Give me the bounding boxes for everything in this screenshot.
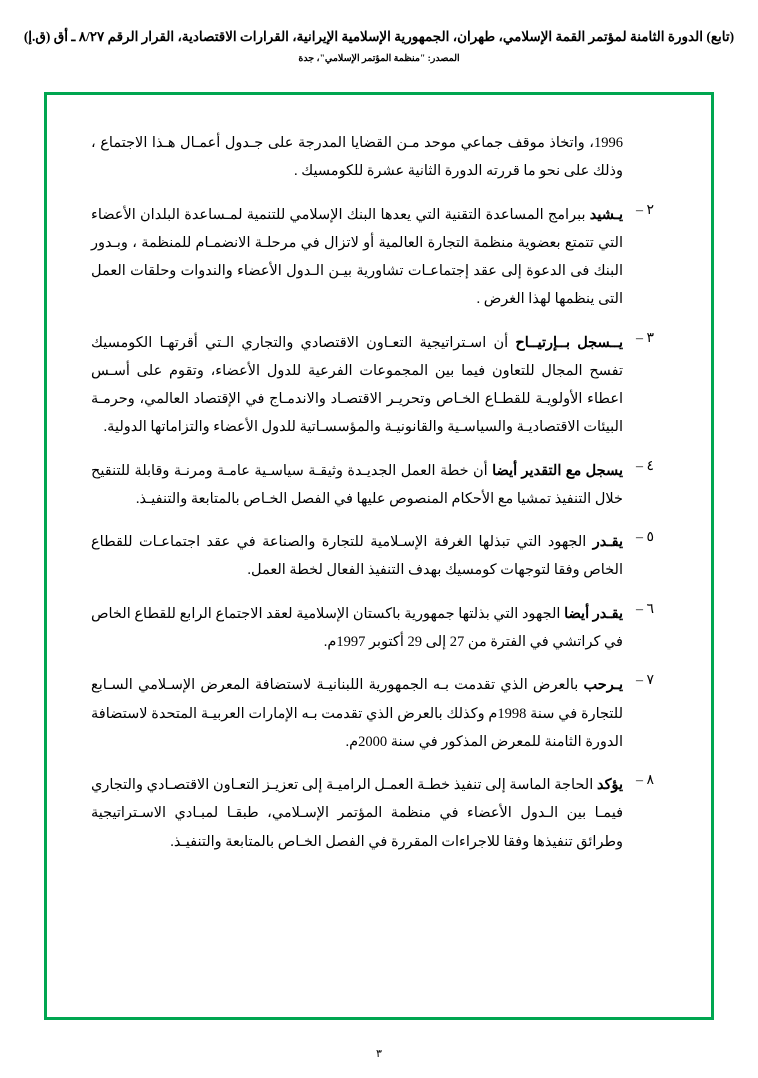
paragraph-8 bbox=[91, 771, 667, 856]
paragraph-0 bbox=[91, 129, 667, 186]
paragraph-lead: يقـدر bbox=[592, 534, 623, 551]
paragraph-number: ٨ – bbox=[635, 773, 655, 789]
paragraph-4 bbox=[91, 457, 667, 514]
page-number: ٣ bbox=[376, 1048, 382, 1060]
paragraph-lead: يقـدر أيضا bbox=[564, 605, 623, 622]
paragraph-5 bbox=[91, 528, 667, 585]
paragraph-rest: أن خطة العمل الجديـدة وثيقـة سياسـية عامـة ومرنـة وقابلة للتنقيح خلال التنفيذ تمشيا مع الأحكام المنصوص عليها في الفصل الخـاص بالمتابعة والتنفيـذ. bbox=[91, 462, 623, 507]
paragraph-lead: يــسجل بــإرتيــاح bbox=[515, 334, 623, 351]
paragraph-text bbox=[91, 671, 623, 756]
paragraph-number: ٧ – bbox=[635, 673, 655, 689]
paragraph-text bbox=[91, 457, 623, 514]
content-frame bbox=[44, 92, 714, 1020]
paragraph-text bbox=[91, 528, 623, 585]
paragraph-lead: يسجل مع التقدير أيضا bbox=[492, 462, 623, 479]
paragraph-rest: بالعرض الذي تقدمت بـه الجمهورية اللبنانيـة لاستضافة المعرض الإسـلامي السـابع للتجارة في سنة 1998م وكذلك بالعرض الذي تقدمت بـه الإمارات العربيـة المتحدة لاستضافة الدورة الثامنة للمعرض المذكور في سنة 2000م. bbox=[91, 677, 623, 750]
paragraph-lead: يؤكد bbox=[596, 777, 623, 794]
paragraph-number: ٥ – bbox=[635, 530, 655, 546]
document-header bbox=[0, 0, 758, 64]
paragraph-7 bbox=[91, 671, 667, 756]
paragraph-number: ٣ – bbox=[635, 330, 655, 346]
paragraph-rest: الجهود التي تبذلها الغرفة الإسـلامية للتجارة والصناعة في عقد اجتماعـات للقطاع الخاص وفقا لتوجهات كومسيك بهدف التنفيذ الفعال لخطة العمل. bbox=[91, 534, 623, 579]
paragraph-lead: يـشيد bbox=[589, 206, 623, 223]
paragraph-lead: يـرحب bbox=[583, 677, 623, 694]
paragraph-rest: 1996، واتخاذ موقف جماعي موحد مـن القضايا المدرجة على جـدول أعمـال هـذا الاجتماع ، وذلك على نحو ما قررته الدورة الثانية عشرة للكومسيك . bbox=[91, 135, 623, 180]
paragraph-3 bbox=[91, 329, 667, 442]
header-title: (تابع) الدورة الثامنة لمؤتمر القمة الإسلامي، طهران، الجمهورية الإسلامية الإيرانية، القرارات الاقتصادية، القرار الرقم ٨/٢٧ ـ أق (ق.إ) bbox=[23, 29, 735, 44]
paragraph-2 bbox=[91, 201, 667, 314]
paragraph-6 bbox=[91, 600, 667, 657]
paragraph-rest: أن اسـتراتيجية التعـاون الاقتصادي والتجاري الـتي أقرتهـا الكومسيك تفسح المجال للتعاون فيما بين المجموعات الفرعية للدول الأعضاء، وتقوم على أسـس اعطاء الأولويـة للقطـاع الخـاص وتحريـر الاقتصـاد والاندمـاج في الإقتصاد العالمي، وحرمـة البيئات الاقتصاديـة والسياسـية والقانونيـة والمؤسسـاتية للدول الأعضاء والتزاماتها الدولية. bbox=[91, 334, 623, 436]
content-body bbox=[47, 95, 711, 891]
paragraph-text bbox=[91, 129, 623, 186]
paragraph-number: ٢ – bbox=[635, 202, 655, 218]
paragraph-text bbox=[91, 600, 623, 657]
paragraph-rest: الجهود التي بذلتها جمهورية باكستان الإسلامية لعقد الاجتماع الرابع للقطاع الخاص في كراتشي في الفترة من 27 إلى 29 أكتوبر 1997م. bbox=[91, 605, 623, 650]
paragraph-number: ٦ – bbox=[635, 601, 655, 617]
paragraph-text bbox=[91, 329, 623, 442]
paragraph-text bbox=[91, 771, 623, 856]
paragraph-text bbox=[91, 201, 623, 314]
paragraph-rest: الحاجة الماسة إلى تنفيذ خطـة العمـل الراميـة إلى تعزيـز التعـاون الاقتصـادي والتجاري فيمـا بين الـدول الأعضاء في منظمة المؤتمر الإسـلامي، طبقـا لمبـادي الاسـتراتيجية وطرائق تنفيذها وفقا للاجراءات المقررة في الفصل الخـاص بالمتابعة والتنفيـذ. bbox=[91, 777, 623, 850]
paragraph-number: ٤ – bbox=[635, 458, 655, 474]
header-source: المصدر: "منظمة المؤتمر الإسلامي"، جدة bbox=[298, 54, 460, 65]
paragraph-rest: ببرامج المساعدة التقنية التي يعدها البنك الإسلامي للتنمية لمـساعدة البلدان الأعضاء التي تتمتع بعضوية منظمة التجارة العالمية أو لاتزال في مرحلـة الانضمـام للمنظمة ، وبـدور البنك فى الدعوة إلى عقد إجتماعـات تشاورية بيـن الـدول الأعضاء والندوات وحلقات العمل التى ينظمها لهذا الغرض . bbox=[91, 206, 623, 308]
